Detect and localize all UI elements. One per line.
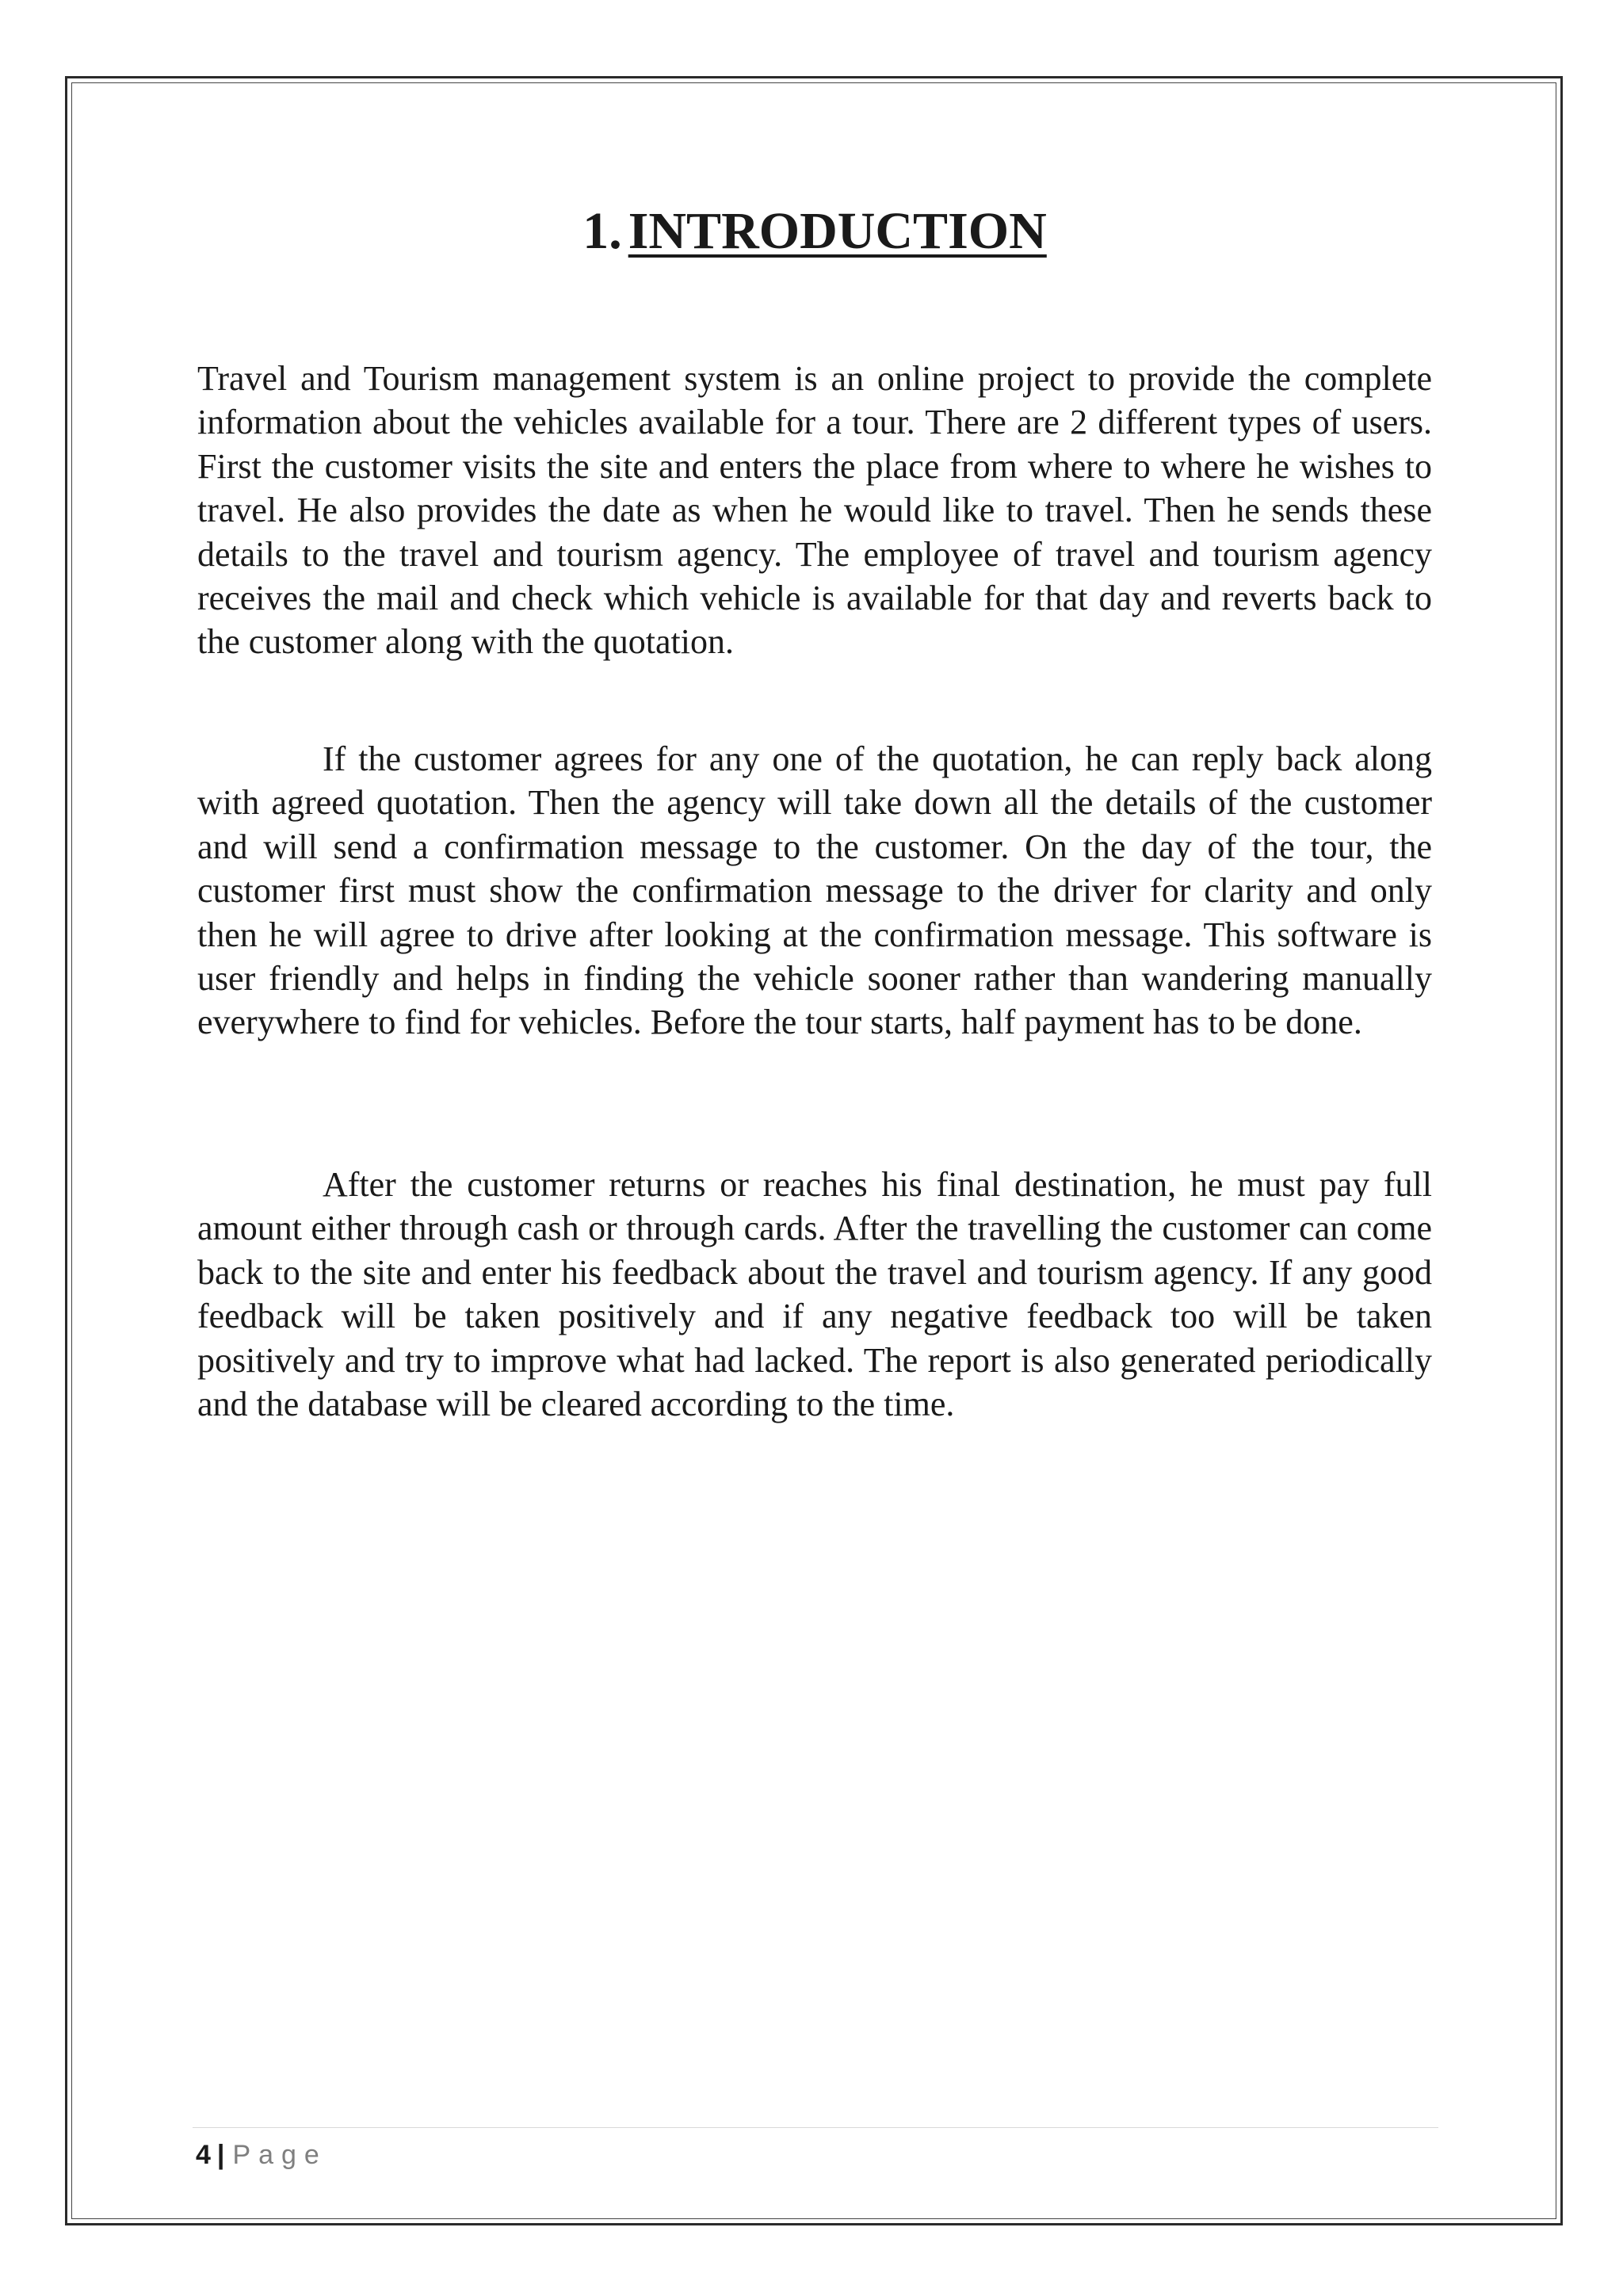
section-title: INTRODUCTION <box>628 202 1047 260</box>
footer-separator: | <box>216 2140 225 2170</box>
section-number: 1. <box>582 202 622 260</box>
paragraph-3: After the customer returns or reaches his final destination, he must pay full amount either through cash or through cards. After the travelling the customer can come back to the site and enter his feedback about the travel and tourism agency. If any good feedback will be taken positively and if any negative feedback too will be taken positively and try to improve what had lacked. The report is also generated periodically and the database will be cleared according to the time. <box>197 1165 1432 1424</box>
paragraph-1: Travel and Tourism management system is an online project to provide the complete information about the vehicles available for a tour. There are 2 different types of users. First the customer visits the site and enters the place from where to where he wishes to travel. He also provides the date as when he would like to travel. Then he sends these details to the travel and tourism agency. The employee of travel and tourism agency receives the mail and check which vehicle is available for that day and reverts back to the customer along with the quotation. <box>197 359 1432 662</box>
page-footer <box>196 2137 327 2172</box>
footer-divider <box>193 2127 1438 2128</box>
page-label: Page <box>232 2140 327 2170</box>
page-number: 4 <box>196 2140 211 2170</box>
paragraph-2: If the customer agrees for any one of the quotation, he can reply back along with agreed quotation. Then the agency will take down all the details of the customer and will send a confirmation message to the customer. On the day of the tour, the customer first must show the confirmation message to the driver for clarity and only then he will agree to drive after looking at the confirmation message. This software is user friendly and helps in finding the vehicle sooner rather than wandering manually everywhere to find for vehicles. Before the tour starts, half payment has to be done. <box>197 739 1432 1042</box>
section-heading <box>197 200 1432 263</box>
